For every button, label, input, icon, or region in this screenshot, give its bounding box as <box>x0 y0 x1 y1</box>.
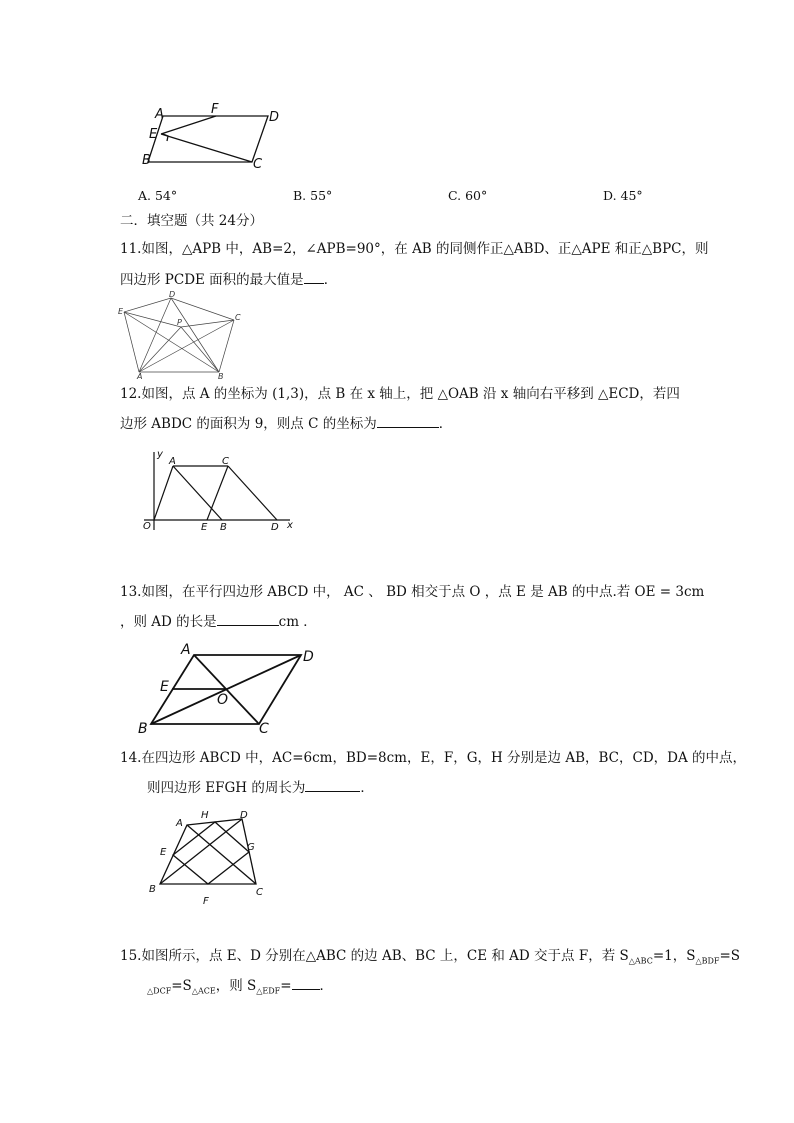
q13-answer-blank[interactable] <box>217 612 279 626</box>
label-G: G <box>247 842 255 853</box>
q15-sub-abc: △ABC <box>628 956 653 966</box>
q14-text: 则四边形 EFGH 的周长为 <box>147 780 306 796</box>
q11-line1: 11.如图，△APB 中，AB=2，∠APB=90°，在 AB 的同侧作正△ABD、正△APE 和正△BPC，则 <box>120 241 709 257</box>
q12-text: 边形 ABDC 的面积为 9，则点 C 的坐标为 <box>120 416 377 432</box>
label-B: B <box>218 372 224 381</box>
label-D: D <box>269 110 280 125</box>
figure-q11 <box>118 290 253 381</box>
q15-sub-ace: △ACE <box>191 986 216 996</box>
q14-line1: 14.在四边形 ABCD 中，AC=6cm，BD=8cm，E，F，G，H 分别是边 AB，BC，CD，DA 的中点， <box>120 750 747 766</box>
label-y: y <box>157 449 163 460</box>
q13-line2 <box>120 612 317 632</box>
q10-options <box>0 188 794 208</box>
label-E: E <box>201 522 208 533</box>
label-B: B <box>149 884 156 895</box>
label-B: B <box>220 522 227 533</box>
figure-q12-coordinate <box>140 448 300 538</box>
label-D: D <box>303 649 314 665</box>
q11-line2 <box>120 270 337 290</box>
q12-answer-blank[interactable] <box>377 414 439 428</box>
label-A: A <box>155 107 164 122</box>
q15-text-a: 15.如图所示，点 E、D 分别在△ABC 的边 AB、BC 上，CE 和 AD 交于点 F，若 S <box>120 948 629 964</box>
q13-line1: 13.如图，在平行四边形 ABCD 中， AC 、 BD 相交于点 O ，点 E 是 AB 的中点.若 OE = 3cm <box>120 584 705 600</box>
option-b: B. 55° <box>293 188 333 203</box>
q12-end: ． <box>438 416 453 432</box>
label-E: E <box>118 307 124 316</box>
q15-answer-blank[interactable] <box>292 976 320 990</box>
q15-sub-bdf: △BDF <box>695 956 720 966</box>
q12-line2 <box>120 414 452 434</box>
label-C: C <box>253 157 263 172</box>
label-C: C <box>256 887 263 898</box>
label-x: x <box>287 520 293 531</box>
label-C: C <box>259 721 269 737</box>
label-P: P <box>177 318 182 327</box>
label-C: C <box>235 313 241 322</box>
q15-text-c: =S <box>719 948 741 964</box>
q11-text: 四边形 PCDE 面积的最大值是 <box>120 272 304 288</box>
q11-end: ． <box>323 272 338 288</box>
label-F: F <box>203 896 209 907</box>
label-E: E <box>160 847 167 858</box>
option-d: D. 45° <box>603 188 643 203</box>
q15-end: ． <box>319 978 334 994</box>
label-E: E <box>160 679 169 695</box>
label-B: B <box>138 721 148 737</box>
label-A: A <box>176 818 183 829</box>
section-title: 二．填空题（共 24分） <box>120 213 263 229</box>
figure-q14-quadrilateral <box>145 805 270 910</box>
label-A: A <box>181 642 191 658</box>
label-D: D <box>169 290 176 299</box>
figure-q10-parallelogram <box>140 100 290 175</box>
q12-line1: 12.如图，点 A 的坐标为 (1,3)，点 B 在 x 轴上，把 △OAB 沿 x 轴向右平移到 △ECD，若四 <box>120 386 680 402</box>
q15-text-b: =1，S <box>652 948 696 964</box>
q13-end: cm ． <box>278 614 317 630</box>
q14-line2 <box>147 778 374 798</box>
label-D: D <box>271 522 279 533</box>
q15-sub-edf: △EDF <box>256 986 281 996</box>
figure-q13-parallelogram <box>135 640 320 740</box>
label-O: O <box>143 521 151 532</box>
q15-line1 <box>120 946 740 972</box>
q15-text-f: = <box>280 978 292 994</box>
q15-text-e: ，则 S <box>215 978 257 994</box>
label-O: O <box>217 692 229 708</box>
label-C: C <box>222 456 229 467</box>
label-H: H <box>201 810 209 821</box>
label-E: E <box>149 127 158 142</box>
q14-end: ． <box>360 780 374 796</box>
q15-line2 <box>147 976 333 1002</box>
label-D: D <box>240 810 248 821</box>
option-a: A. 54° <box>138 188 178 203</box>
label-B: B <box>142 153 151 168</box>
q15-sub-dcf: △DCF <box>147 986 172 996</box>
option-c: C. 60° <box>448 188 488 203</box>
q14-answer-blank[interactable] <box>305 778 360 792</box>
label-A: A <box>169 456 176 467</box>
q15-text-d: =S <box>171 978 192 994</box>
label-A: A <box>137 372 143 381</box>
q11-answer-blank[interactable] <box>304 270 324 284</box>
label-F: F <box>211 102 219 117</box>
q13-text: ，则 AD 的长是 <box>120 614 217 630</box>
